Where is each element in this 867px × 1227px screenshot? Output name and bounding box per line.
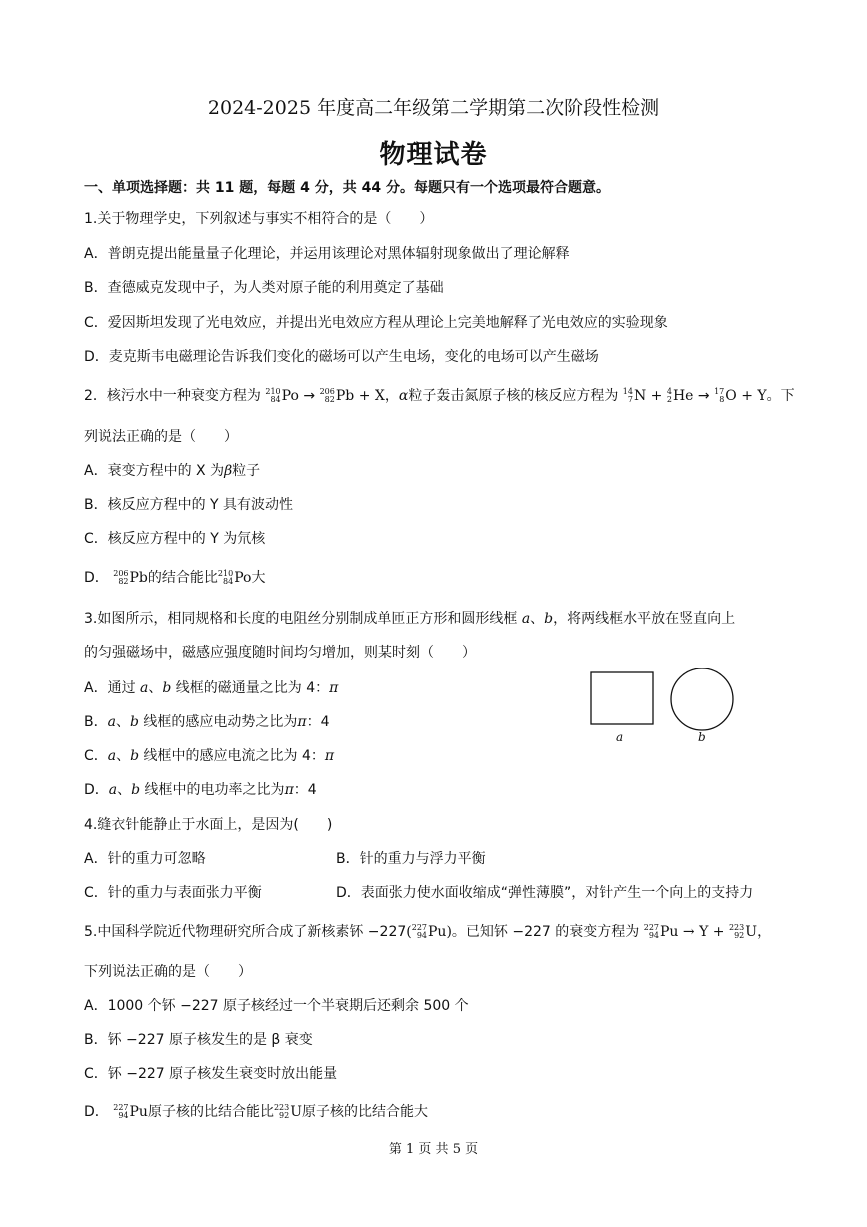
coil-diagram (586, 668, 746, 748)
question-3-option-c: C．a、b 线框中的感应电流之比为 4：π (84, 748, 335, 764)
question-1-option-c: C．爱因斯坦发现了光电效应，并提出光电效应方程从理论上完美地解释了光电效应的实验现象 (84, 315, 668, 331)
question-5-stem: 5.中国科学院近代物理研究所合成了新核素钚 −227( 227 94 Pu)。已知钚 −227 的衰变方程为 227 94 Pu → Y + 223 92 U， (84, 923, 772, 940)
question-1-stem: 1.关于物理学史，下列叙述与事实不相符合的是（ ） (84, 211, 434, 227)
question-3-option-a: A．通过 a、b 线框的磁通量之比为 4：π (84, 680, 339, 696)
nuclide-he-4: 4 2 He (666, 387, 694, 404)
question-3-option-b: B．a、b 线框的感应电动势之比为π：4 (84, 714, 330, 730)
figure-label-a: a (616, 730, 624, 744)
question-5-option-b: B．钚 −227 原子核发生的是 β 衰变 (84, 1032, 313, 1048)
question-5-option-a: A．1000 个钚 −227 原子核经过一个半衰期后还剩余 500 个 (84, 998, 469, 1014)
figure-label-b: b (698, 730, 706, 744)
page-footer: 第 1 页 共 5 页 (388, 1142, 479, 1157)
question-3-figure (586, 668, 746, 748)
question-4-stem: 4.缝衣针能静止于水面上，是因为( ) (84, 817, 333, 833)
question-2-option-b: B．核反应方程中的 Y 具有波动性 (84, 497, 294, 513)
nuclide-pb-206: 206 82 Pb (319, 387, 355, 404)
circular-coil (671, 668, 733, 730)
nuclide-po-210: 210 84 Po (265, 387, 299, 404)
question-3-stem-cont: 的匀强磁场中，磁感应强度随时间均匀增加，则某时刻（ ） (84, 645, 476, 661)
question-5-option-d: D． 227 94 Pu原子核的比结合能比 223 92 U原子核的比结合能大 (84, 1103, 429, 1120)
question-2-stem-cont: 列说法正确的是（ ） (84, 429, 238, 445)
exam-subtitle: 2024-2025 年度高二年级第二学期第二次阶段性检测 (207, 97, 660, 119)
nuclide-n-14: 14 7 N (622, 387, 647, 404)
question-1-option-a: A．普朗克提出能量量子化理论，并运用该理论对黑体辐射现象做出了理论解释 (84, 246, 570, 262)
question-4-option-c: C．针的重力与表面张力平衡 (84, 885, 262, 901)
question-4-option-d: D．表面张力使水面收缩成“弹性薄膜”，对针产生一个向上的支持力 (336, 885, 754, 901)
question-5-option-c: C．钚 −227 原子核发生衰变时放出能量 (84, 1066, 338, 1082)
question-3-stem: 3.如图所示，相同规格和长度的电阻丝分别制成单匝正方形和圆形线框 a、b，将两线框水平放在竖直向上 (84, 611, 736, 627)
square-coil (591, 672, 653, 724)
question-5-stem-cont: 下列说法正确的是（ ） (84, 964, 252, 980)
nuclide-o-17: 17 8 O (714, 387, 737, 404)
question-2-stem: 2．核污水中一种衰变方程为 210 84 Po → 206 82 Pb + X，α粒子轰击氮原子核的核反应方程为 14 7 N + 4 2 He → 17 8 O + Y。下 (84, 387, 795, 404)
question-3-option-d: D．a、b 线框中的电功率之比为π：4 (84, 782, 317, 798)
exam-title: 物理试卷 (379, 140, 488, 170)
question-2-option-d: D． 206 82 Pb的结合能比 210 84 Po大 (84, 569, 266, 586)
question-1-option-d: D．麦克斯韦电磁理论告诉我们变化的磁场可以产生电场，变化的电场可以产生磁场 (84, 349, 599, 365)
question-2-option-a: A．衰变方程中的 X 为β粒子 (84, 463, 261, 479)
question-2-option-c: C．核反应方程中的 Y 为氘核 (84, 531, 266, 547)
question-4-option-b: B．针的重力与浮力平衡 (336, 851, 486, 867)
question-1-option-b: B．查德威克发现中子，为人类对原子能的利用奠定了基础 (84, 280, 444, 296)
section-heading: 一、单项选择题：共 11 题，每题 4 分，共 44 分。每题只有一个选项最符合题意。 (84, 180, 610, 196)
question-4-option-a: A．针的重力可忽略 (84, 851, 206, 867)
